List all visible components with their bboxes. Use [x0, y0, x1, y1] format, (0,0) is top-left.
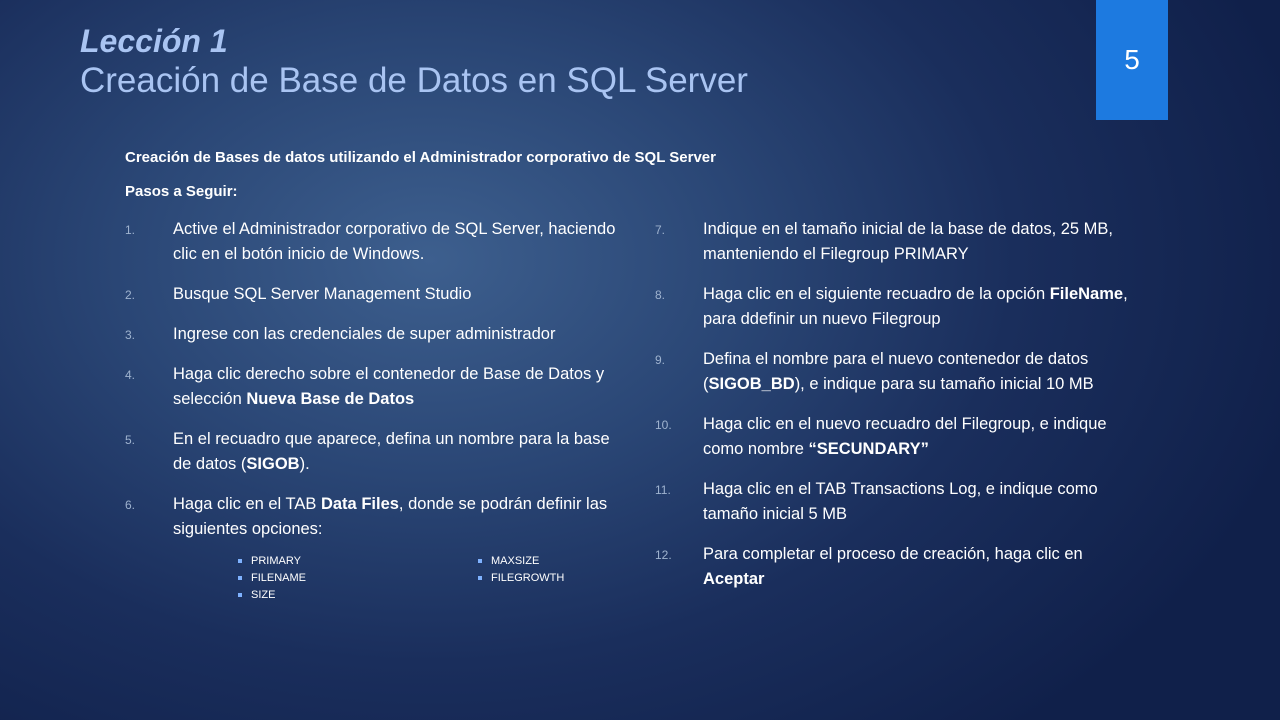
option-item — [478, 570, 564, 587]
option-label: FILENAME — [251, 572, 307, 584]
step-text — [703, 350, 1094, 393]
step-text-bold: Nueva Base de Datos — [246, 390, 415, 408]
option-item — [238, 587, 306, 604]
step-text — [703, 285, 1128, 328]
step-text-bold: FileName — [1049, 285, 1124, 303]
step-text-bold: Aceptar — [703, 570, 765, 588]
steps-left-column — [125, 217, 617, 557]
square-bullet-icon — [238, 593, 242, 597]
step-text-part: Haga clic en el TAB — [173, 495, 321, 513]
step-text — [173, 495, 607, 538]
step-item — [125, 282, 617, 307]
option-item — [238, 570, 306, 587]
page-number-box — [1096, 0, 1168, 120]
square-bullet-icon — [478, 559, 482, 563]
steps-label: Pasos a Seguir: — [125, 183, 238, 200]
page-number: 5 — [1124, 44, 1140, 75]
step-text-part: , donde se podrán definir las siguientes opciones: — [173, 495, 608, 538]
option-label: MAXSIZE — [491, 555, 540, 567]
step-text-bold: SIGOB — [246, 455, 300, 473]
title-topic: Creación de Base de Datos en SQL Server — [80, 61, 748, 101]
step-text-part: Defina el nombre para el nuevo contenedor de datos ( — [703, 350, 1089, 393]
step-text — [173, 325, 555, 343]
step-text — [173, 285, 471, 303]
step-text — [703, 220, 1113, 263]
step-text — [173, 220, 615, 263]
step-item — [655, 542, 1147, 592]
square-bullet-icon — [238, 576, 242, 580]
step-text-part: Ingrese con las credenciales de super administrador — [173, 325, 556, 343]
option-label: PRIMARY — [251, 555, 301, 567]
option-item — [478, 553, 564, 570]
step-item — [125, 492, 617, 542]
step-text — [703, 415, 1107, 458]
square-bullet-icon — [238, 559, 242, 563]
step-item — [655, 477, 1147, 527]
step-number: 10. — [655, 418, 672, 432]
options-list-2 — [478, 553, 564, 587]
step-text-part: Busque SQL Server Management Studio — [173, 285, 472, 303]
step-item — [655, 282, 1147, 332]
step-text — [173, 365, 604, 408]
step-number: 8. — [655, 288, 666, 302]
step-item — [125, 322, 617, 347]
step-item — [655, 347, 1147, 397]
step-number: 3. — [125, 328, 136, 342]
step-text-part: Haga clic en el nuevo recuadro del Filegroup, e indique como nombre — [703, 415, 1107, 458]
option-label: FILEGROWTH — [491, 572, 565, 584]
step-text — [703, 545, 1083, 588]
section-subtitle: Creación de Bases de datos utilizando el Administrador corporativo de SQL Server — [125, 149, 716, 166]
step-text-part: Haga clic en el TAB Transactions Log, e indique como tamaño inicial 5 MB — [703, 480, 1098, 523]
step-item — [655, 412, 1147, 462]
step-item — [125, 217, 617, 267]
steps-right-column — [655, 217, 1147, 607]
step-text-bold: Data Files — [320, 495, 399, 513]
step-text — [703, 480, 1098, 523]
step-item — [125, 427, 617, 477]
step-text-bold: “SECUNDARY” — [808, 440, 929, 458]
step-text-part: , para ddefinir un nuevo Filegroup — [703, 285, 1128, 328]
title-lesson: Lección 1 — [80, 23, 228, 59]
step-text-part: En el recuadro que aparece, defina un nombre para la base de datos ( — [173, 430, 610, 473]
step-number: 4. — [125, 368, 136, 382]
step-number: 1. — [125, 223, 136, 237]
step-number: 9. — [655, 353, 666, 367]
step-text-part: Haga clic derecho sobre el contenedor de Base de Datos y selección — [173, 365, 605, 408]
option-label: SIZE — [251, 589, 276, 601]
step-text-part: Active el Administrador corporativo de SQL Server, haciendo clic en el botón inicio de Windows. — [173, 220, 616, 263]
step-number: 6. — [125, 498, 136, 512]
step-item — [655, 217, 1147, 267]
step-number: 11. — [655, 483, 671, 497]
square-bullet-icon — [478, 576, 482, 580]
option-item — [238, 553, 306, 570]
step-text-part: ), e indique para su tamaño inicial 10 MB — [794, 375, 1094, 393]
step-number: 7. — [655, 223, 666, 237]
step-text-part: Indique en el tamaño inicial de la base de datos, 25 MB, manteniendo el Filegroup PRIMARY — [703, 220, 1114, 263]
step-text — [173, 430, 610, 473]
step-text-part: ). — [299, 455, 310, 473]
options-list-1 — [238, 553, 306, 604]
step-number: 2. — [125, 288, 136, 302]
step-text-part: Para completar el proceso de creación, haga clic en — [703, 545, 1083, 563]
step-number: 5. — [125, 433, 136, 447]
slide-title — [80, 22, 748, 102]
step-number: 12. — [655, 548, 672, 562]
step-item — [125, 362, 617, 412]
step-text-bold: SIGOB_BD — [708, 375, 795, 393]
step-text-part: Haga clic en el siguiente recuadro de la opción — [703, 285, 1050, 303]
